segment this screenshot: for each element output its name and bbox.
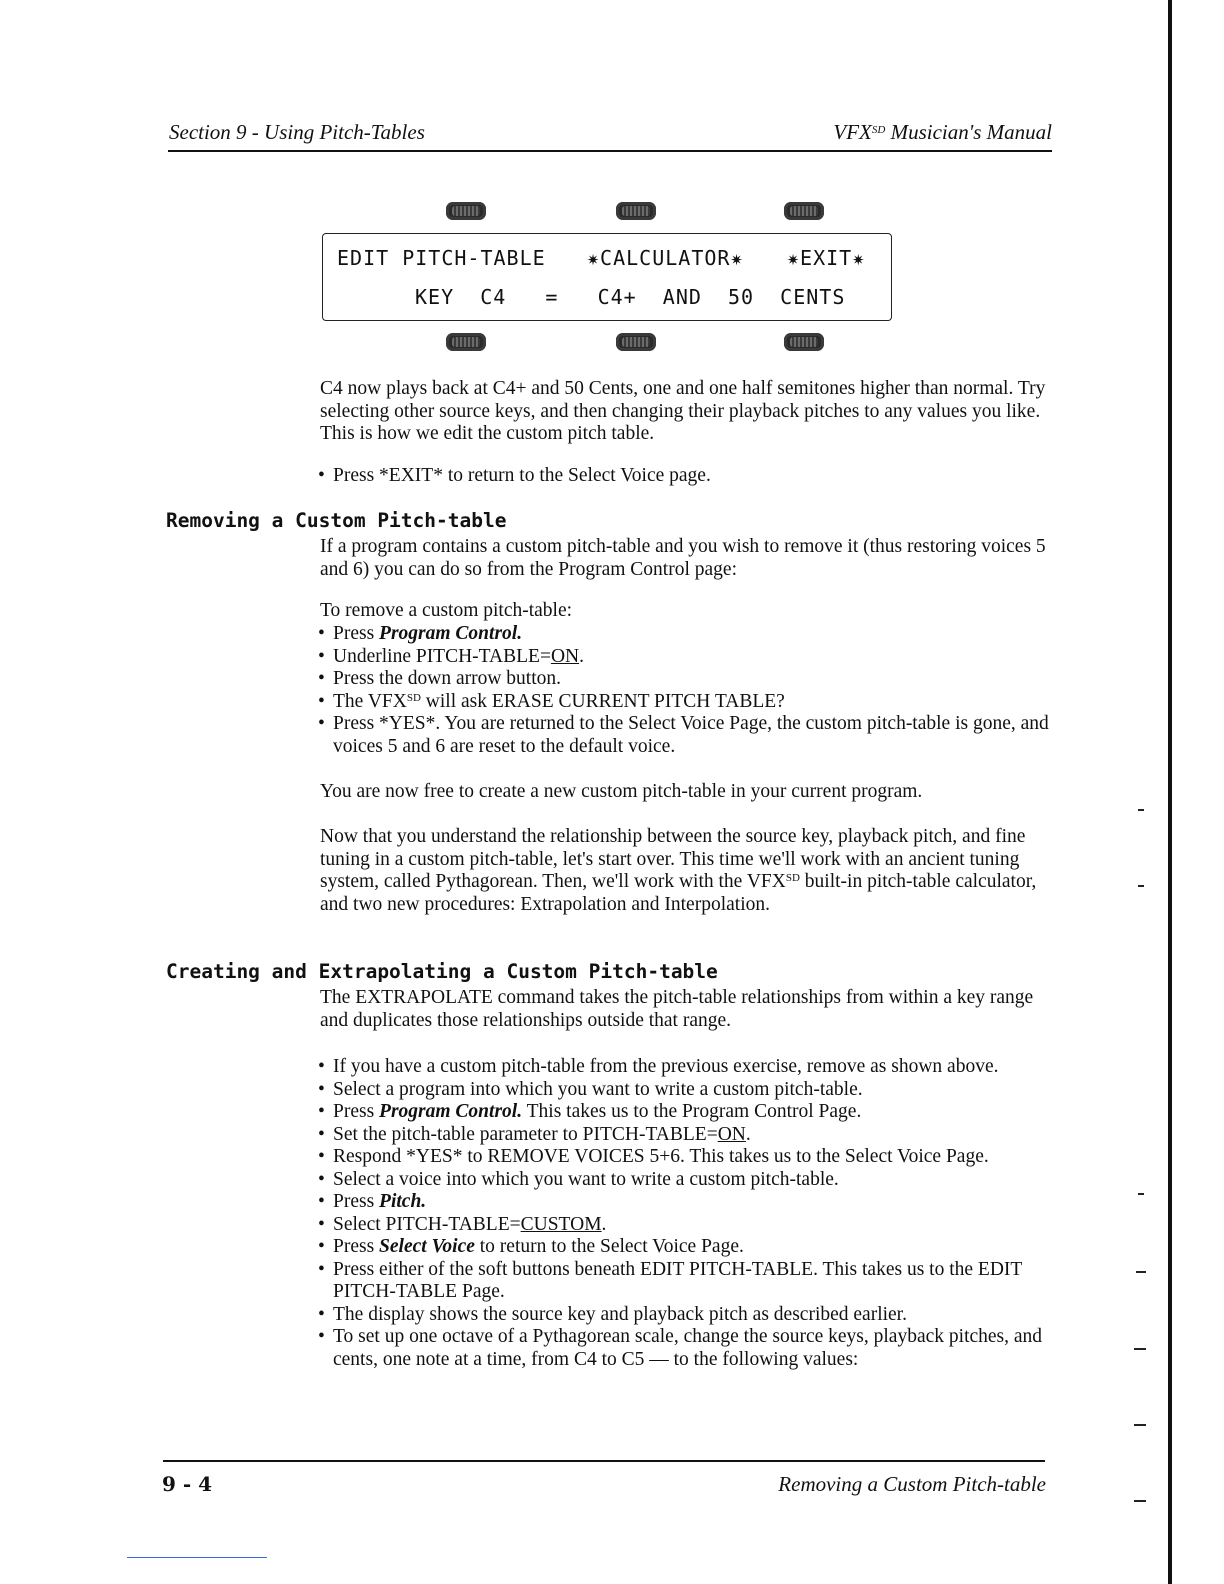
list-item: • Select a voice into which you want to write a custom pitch-table. [318, 1169, 1053, 1192]
list-item: • Select a program into which you want to write a custom pitch-table. [318, 1079, 1053, 1102]
page-edge-line [1168, 0, 1172, 1584]
list-item: • Press either of the soft buttons beneath EDIT PITCH-TABLE. This takes us to the EDIT PITCH-TABLE Page. [318, 1259, 1053, 1304]
paragraph-now-understand: Now that you understand the relationship between the source key, playback pitch, and fine tuning in a custom pitch-table, let's start over. This time we'll work with an ancient tuning system, called Pythagorean. Then, we'll work with the $VFX^{SD}$ built-in pitch-table calculator, and two new procedures: Extrapolation and Interpolation. [320, 826, 1037, 915]
header-rule [168, 150, 1052, 152]
list-item: • Underline PITCH-TABLE=ON. [318, 646, 1053, 669]
list-item: • Press Program Control. This takes us to the Program Control Page. [318, 1101, 1053, 1124]
paragraph-to-remove: To remove a custom pitch-table: [320, 600, 573, 621]
lcd-line-2: KEY C4 = C4+ AND 50 CENTS [415, 285, 846, 309]
margin-mark [1134, 1424, 1146, 1426]
soft-button-top-right [784, 202, 824, 220]
lcd-exit: ✷EXIT✷ [787, 246, 866, 270]
list-item: • Press Pitch. [318, 1191, 1053, 1214]
section-heading-removing: Removing a Custom Pitch-table [166, 509, 507, 532]
paragraph-extrapolate-intro: The EXTRAPOLATE command takes the pitch-table relationships from within a key range and duplicates those relationships outside that range. [320, 987, 1034, 1031]
list-item: • Press Program Control. [318, 623, 1053, 646]
lcd-calculator: ✷CALCULATOR✷ [587, 246, 744, 270]
running-header-manual: $VFX^{SD}$ Musician's Manual [833, 120, 1052, 144]
page-number: 9 - 4 [162, 1472, 213, 1496]
bullet-list-remove-steps [318, 623, 1053, 758]
list-item: • Press *EXIT* to return to the Select Voice page. [318, 465, 1053, 488]
bullet-list-extrapolate-steps [318, 1056, 1053, 1371]
margin-mark [1138, 809, 1144, 811]
paragraph-now-free: You are now free to create a new custom pitch-table in your current program. [320, 781, 923, 802]
running-header-section: Section 9 - Using Pitch-Tables [169, 120, 425, 144]
list-item: • Set the pitch-table parameter to PITCH-TABLE=ON. [318, 1124, 1053, 1147]
margin-mark [1138, 885, 1144, 887]
soft-button-top-center [616, 202, 656, 220]
list-item: • Press Select Voice to return to the Select Voice Page. [318, 1236, 1053, 1259]
bullet-list-exit [318, 465, 1053, 488]
list-item: • To set up one octave of a Pythagorean scale, change the source keys, playback pitches, and cents, one note at a time, from C4 to C5 — to the following values: [318, 1326, 1053, 1371]
list-item: • If you have a custom pitch-table from the previous exercise, remove as shown above. [318, 1056, 1053, 1079]
soft-button-bottom-left [446, 333, 486, 351]
soft-button-top-left [446, 202, 486, 220]
list-item: • Press the down arrow button. [318, 668, 1053, 691]
lcd-display [322, 233, 892, 321]
soft-button-bottom-right [784, 333, 824, 351]
margin-mark [1134, 1348, 1146, 1350]
list-item: • Select PITCH-TABLE=CUSTOM. [318, 1214, 1053, 1237]
list-item: • Respond *YES* to REMOVE VOICES 5+6. This takes us to the Select Voice Page. [318, 1146, 1053, 1169]
list-item: • The $VFX^{SD}$ will ask ERASE CURRENT PITCH TABLE? [318, 691, 1053, 714]
paragraph-c4-playback: C4 now plays back at C4+ and 50 Cents, one and one half semitones higher than normal. Try selecting other source keys, and then changing their playback pitches to any values you like. This is how we edit the custom pitch table. [320, 378, 1046, 444]
margin-mark [1134, 1500, 1146, 1502]
footer-rule [163, 1460, 1045, 1462]
soft-button-bottom-center [616, 333, 656, 351]
lcd-edit-pitch-table: EDIT PITCH-TABLE [337, 246, 546, 270]
margin-mark [1136, 1271, 1146, 1273]
section-heading-creating: Creating and Extrapolating a Custom Pitch-table [166, 960, 718, 983]
running-footer-title: Removing a Custom Pitch-table [778, 1472, 1046, 1496]
paragraph-removing-intro: If a program contains a custom pitch-table and you wish to remove it (thus restoring voices 5 and 6) you can do so from the Program Control page: [320, 536, 1046, 580]
margin-mark [1138, 1193, 1144, 1195]
footnote-rule [127, 1557, 267, 1558]
list-item: • Press *YES*. You are returned to the Select Voice Page, the custom pitch-table is gone, and voices 5 and 6 are reset to the default voice. [318, 713, 1053, 758]
list-item: • The display shows the source key and playback pitch as described earlier. [318, 1304, 1053, 1327]
